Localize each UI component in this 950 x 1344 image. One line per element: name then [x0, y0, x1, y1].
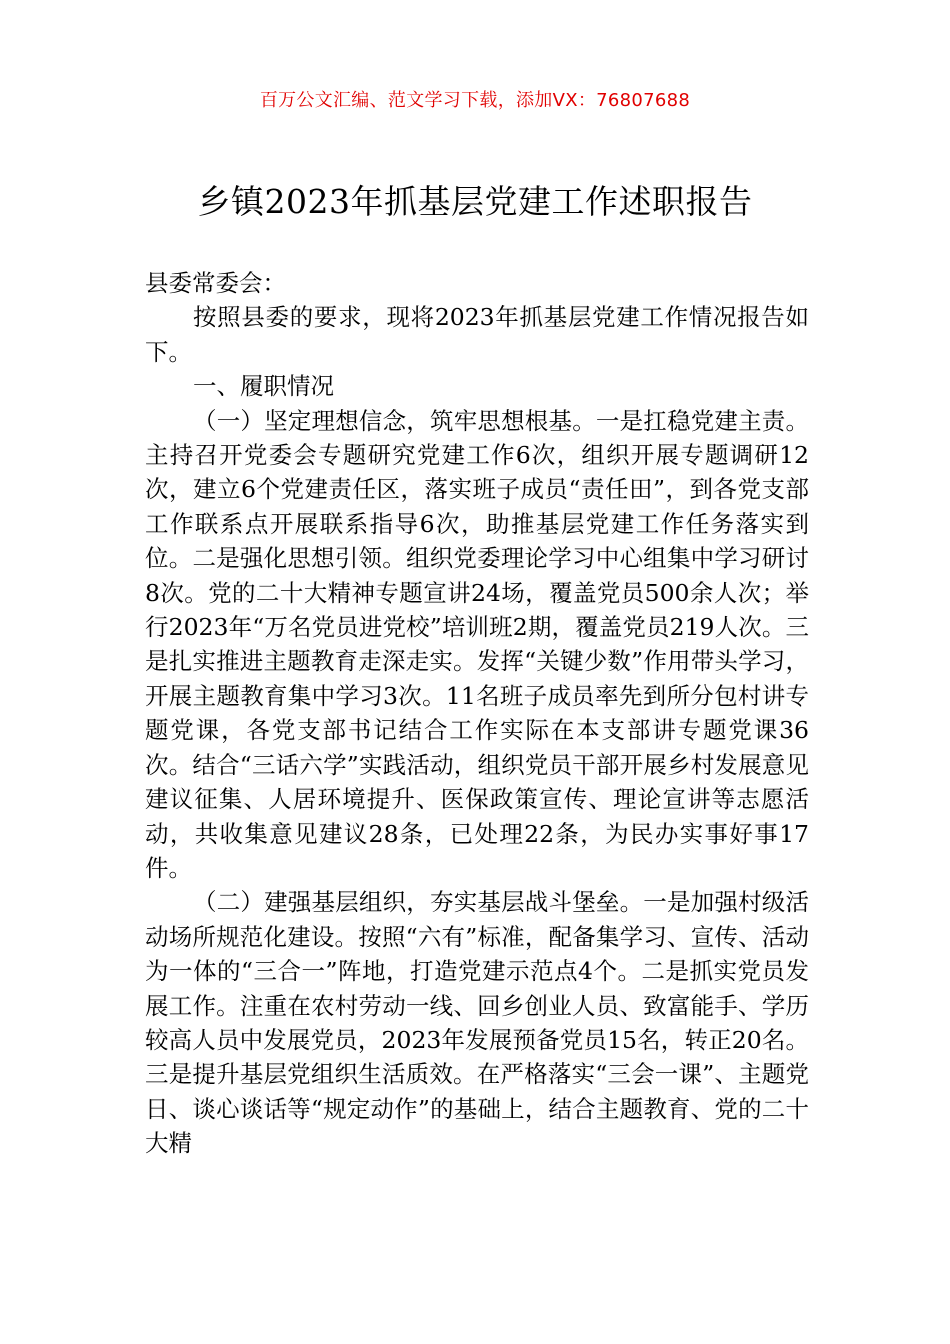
paragraph-intro: 按照县委的要求，现将2023年抓基层党建工作情况报告如下。 — [145, 303, 809, 366]
document-body — [145, 266, 809, 1161]
section-heading: 一、履职情况 — [193, 372, 334, 401]
page-title: 乡镇2023年抓基层党建工作述职报告 — [197, 182, 753, 221]
header-watermark: 百万公文汇编、范文学习下载，添加VX：76807688 — [259, 90, 691, 111]
paragraph-section-2: （二）建强基层组织，夯实基层战斗堡垒。一是加强村级活动场所规范化建设。按照“六有”标准，配备集学习、宣传、活动为一体的“三合一”阵地，打造党建示范点4个。二是抓实党员发展工作。注重在农村劳动一线、回乡创业人员、致富能手、学历较高人员中发展党员，2023年发展预备党员15名，转正20名。三是提升基层党组织生活质效。在严格落实“三会一课”、主题党日、谈心谈话等“规定动作”的基础上，结合主题教育、党的二十大精 — [145, 888, 809, 1158]
paragraph-section-1: （一）坚定理想信念，筑牢思想根基。一是扛稳党建主责。主持召开党委会专题研究党建工作6次，组织开展专题调研12次，建立6个党建责任区，落实班子成员“责任田”，到各党支部工作联系点开展联系指导6次，助推基层党建工作任务落实到位。二是强化思想引领。组织党委理论学习中心组集中学习研讨8次。党的二十大精神专题宣讲24场，覆盖党员500余人次；举行2023年“万名党员进党校”培训班2期，覆盖党员219人次。三是扎实推进主题教育走深走实。发挥“关键少数”作用带头学习，开展主题教育集中学习3次。11名班子成员率先到所分包村讲专题党课，各党支部书记结合工作实际在本支部讲专题党课36次。结合“三话六学”实践活动，组织党员干部开展乡村发展意见建议征集、人居环境提升、医保政策宣传、理论宣讲等志愿活动，共收集意见建议28条，已处理22条，为民办实事好事17件。 — [145, 406, 809, 882]
salutation: 县委常委会： — [145, 269, 286, 297]
